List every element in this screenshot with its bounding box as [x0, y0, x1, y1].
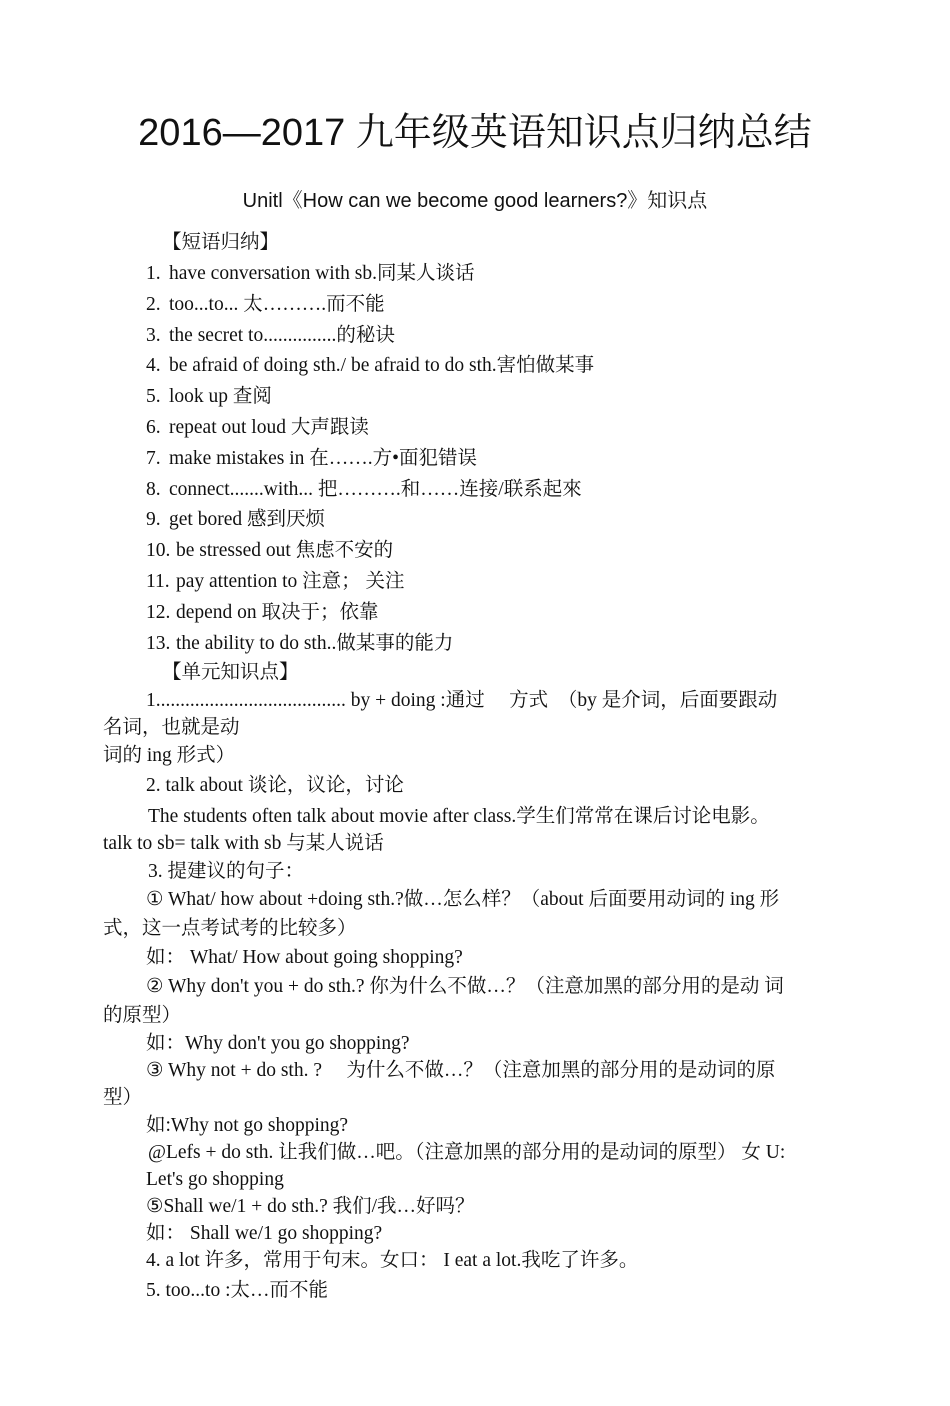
point-2: 2. talk about 谈论，议论，讨论: [146, 775, 404, 796]
phrase-number: 9.: [146, 509, 161, 530]
phrase-number: 12.: [146, 602, 171, 623]
phrase-text: repeat out loud 大声跟读: [169, 417, 369, 438]
suggestion-4-line1: @Lefs + do sth. 让我们做…吧。（注意加黑的部分用的是动词的原型） 女 U:: [148, 1142, 786, 1163]
phrase-item: [146, 260, 474, 287]
phrase-text: have conversation with sb.同某人谈话: [169, 263, 475, 284]
phrase-text: get bored 感到厌烦: [169, 509, 325, 530]
phrase-text: be stressed out 焦虑不安的: [176, 540, 394, 561]
suggestion-5: ⑤Shall we/1 + do sth.? 我们/我…好吗？: [146, 1196, 475, 1217]
phrase-number: 1.: [146, 263, 161, 284]
phrase-item: [146, 414, 369, 441]
suggestion-3-example: 如:Why not go shopping?: [146, 1115, 349, 1136]
suggestion-1-example: 如： What/ How about going shopping?: [146, 947, 463, 968]
suggestion-3-line1: ③ Why not + do sth. ? 为什么不做…？（注意加黑的部分用的是动词的原: [146, 1060, 776, 1081]
suggestion-3-line2: 型）: [103, 1087, 143, 1108]
phrase-text: depend on 取决于；依靠: [176, 602, 379, 623]
phrase-text: connect.......with... 把……….和……连接/联系起來: [169, 479, 582, 500]
suggestion-4-line2: Let's go shopping: [146, 1169, 284, 1190]
phrase-text: the ability to do sth..做某事的能力: [176, 633, 454, 654]
point-4: 4. a lot 许多，常用于句末。女口： I eat a lot.我吃了许多。: [146, 1250, 639, 1271]
phrase-item: [146, 506, 325, 533]
phrase-item: [146, 630, 453, 657]
phrase-item: [146, 568, 405, 595]
point-1-line1: 1....................................... by + doing :通过 方式 （by 是介词，后面要跟动: [146, 690, 778, 711]
point-1-line2: 名词，也就是动: [103, 717, 240, 738]
phrase-number: 3.: [146, 325, 161, 346]
phrase-item: [146, 445, 477, 472]
phrase-text: the secret to...............的秘诀: [169, 325, 395, 346]
phrase-text: make mistakes in 在…….方•面犯错误: [169, 448, 477, 469]
phrase-text: look up 查阅: [169, 386, 272, 407]
suggestion-2-line2: 的原型）: [103, 1005, 182, 1026]
unit-subtitle: Unitl《How can we become good learners?》知识点: [242, 190, 708, 212]
phrase-text: pay attention to 注意； 关注: [176, 571, 405, 592]
phrase-item: [146, 537, 393, 564]
point-2-note: talk to sb= talk with sb 与某人说话: [103, 833, 384, 854]
phrase-item: [146, 291, 385, 318]
phrase-text: too...to... 太……….而不能: [169, 294, 385, 315]
phrase-number: 2.: [146, 294, 161, 315]
phrase-number: 7.: [146, 448, 161, 469]
suggestion-1-line2: 式，这一点考试考的比较多）: [103, 918, 357, 939]
phrase-number: 13.: [146, 633, 171, 654]
phrase-number: 5.: [146, 386, 161, 407]
unit-heading: 【单元知识点】: [162, 662, 299, 683]
phrase-number: 4.: [146, 355, 161, 376]
suggestion-2-line1: ② Why don't you + do sth.? 你为什么不做…？（注意加黑的部分用的是动 词: [146, 976, 784, 997]
document-title: 2016—2017 九年级英语知识点归纳总结: [138, 112, 812, 154]
phrase-number: 6.: [146, 417, 161, 438]
phrase-item: [146, 383, 272, 410]
point-1-line3: 词的 ing 形式）: [103, 745, 236, 766]
phrase-text: be afraid of doing sth./ be afraid to do sth.害怕做某事: [169, 355, 595, 376]
point-2-example: The students often talk about movie after class.学生们常常在课后讨论电影。: [148, 806, 770, 827]
phrase-item: [146, 476, 582, 503]
phrases-heading: 【短语归纳】: [162, 232, 280, 253]
suggestion-1-line1: ① What/ how about +doing sth.?做…怎么样？（about 后面要用动词的 ing 形: [146, 889, 780, 910]
phrase-number: 11.: [146, 571, 170, 592]
phrase-item: [146, 322, 395, 349]
suggestion-2-example: 如：Why don't you go shopping?: [146, 1033, 410, 1054]
phrase-number: 10.: [146, 540, 171, 561]
point-3: 3. 提建议的句子：: [148, 861, 305, 882]
phrase-item: [146, 352, 594, 379]
phrase-number: 8.: [146, 479, 161, 500]
point-5: 5. too...to :太…而不能: [146, 1280, 329, 1301]
phrase-item: [146, 599, 379, 626]
suggestion-5-example: 如： Shall we/1 go shopping?: [146, 1223, 383, 1244]
